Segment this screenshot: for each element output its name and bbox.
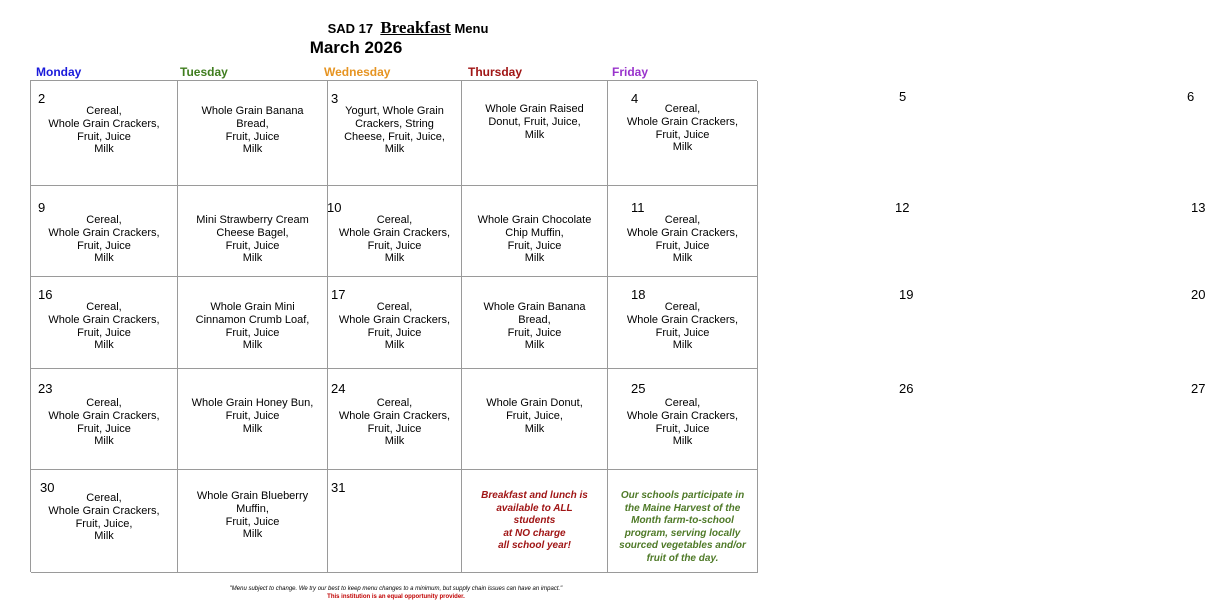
menu-line: Milk: [242, 143, 263, 156]
day-number: 3: [331, 91, 339, 106]
day-header-friday: Friday: [612, 65, 649, 79]
day-number: 30: [40, 480, 55, 495]
menu-title: [0, 18, 792, 38]
day-number: 17: [331, 287, 346, 302]
day-number: 26: [899, 381, 914, 396]
menu-line: Milk: [384, 339, 405, 352]
menu-items: [178, 397, 327, 435]
day-number: 24: [331, 381, 346, 396]
menu-items: [608, 103, 757, 154]
info-note: [462, 490, 607, 553]
menu-line: Milk: [524, 252, 545, 265]
menu-line: Cereal,: [376, 397, 413, 409]
menu-line: Fruit, Juice: [367, 422, 422, 435]
menu-line: Fruit, Juice: [367, 326, 422, 339]
month-title: March 2026: [309, 38, 403, 57]
menu-line: Fruit, Juice: [655, 239, 710, 252]
day-cell-6: [608, 81, 1195, 186]
menu-line: Milk: [524, 128, 545, 141]
day-cell-24: [178, 369, 346, 470]
day-cell-9: [31, 186, 178, 277]
menu-line: Whole Grain Crackers,: [626, 313, 739, 326]
menu-line: Whole Grain Raised: [485, 103, 584, 115]
day-cell-23: [31, 369, 178, 470]
day-cell-2: [31, 81, 178, 186]
menu-line: Fruit, Juice: [225, 515, 280, 528]
day-number: 25: [631, 381, 646, 396]
menu-items: [608, 301, 757, 352]
day-header-wednesday: Wednesday: [324, 65, 391, 79]
menu-line: Cereal,: [86, 492, 122, 504]
day-number: 23: [38, 381, 53, 396]
menu-line: Whole Grain Blueberry: [196, 490, 309, 502]
menu-line: Whole Grain Crackers,: [338, 313, 451, 326]
menu-line: Bread,: [236, 117, 269, 130]
menu-line: Cheese Bagel,: [216, 226, 289, 239]
menu-line: Cereal,: [86, 301, 122, 313]
menu-line: Whole Grain Crackers,: [48, 117, 160, 130]
menu-line: Milk: [94, 143, 114, 156]
menu-line: Fruit, Juice: [77, 130, 131, 143]
menu-line: Whole Grain Crackers,: [626, 226, 739, 239]
menu-items: [178, 105, 327, 156]
menu-line: Fruit, Juice: [225, 409, 280, 422]
breakfast-label: Breakfast: [380, 18, 451, 37]
menu-items: [462, 397, 607, 435]
menu-line: Cereal,: [664, 103, 701, 115]
menu-line: Milk: [242, 528, 263, 541]
menu-line: Cereal,: [86, 397, 122, 409]
day-cell-30: [31, 470, 178, 573]
day-number: 9: [38, 200, 46, 215]
day-header-tuesday: Tuesday: [180, 65, 228, 79]
calendar-grid: [30, 80, 1205, 572]
menu-line: Fruit, Juice,: [75, 517, 133, 530]
menu-line: Whole Grain Honey Bun,: [191, 397, 314, 409]
menu-items: [462, 103, 607, 141]
menu-line: Cereal,: [86, 214, 122, 226]
menu-line: Fruit, Juice: [225, 326, 280, 339]
menu-line: Whole Grain Crackers,: [626, 409, 739, 422]
menu-line: Whole Grain Banana: [201, 105, 304, 117]
day-number: 4: [631, 91, 639, 106]
menu-line: Cereal,: [86, 105, 122, 117]
day-number: 16: [38, 287, 53, 302]
note-cell: [608, 470, 758, 573]
menu-line: Milk: [242, 422, 263, 435]
menu-items: [608, 397, 757, 448]
menu-items: [178, 490, 327, 541]
menu-label: Menu: [454, 21, 489, 36]
menu-items: [462, 301, 607, 352]
note-line: the Maine Harvest of the: [624, 502, 741, 514]
menu-line: Crackers, String: [355, 117, 434, 130]
menu-items: [178, 301, 327, 352]
menu-line: Milk: [242, 339, 263, 352]
day-number: 19: [899, 287, 914, 302]
note-line: students: [513, 515, 556, 526]
day-number: 5: [899, 89, 907, 104]
menu-line: Chip Muffin,: [505, 226, 564, 239]
note-line: all school year!: [498, 540, 571, 551]
note-line: available to ALL: [496, 502, 573, 514]
menu-items: [31, 492, 177, 543]
day-number: 18: [631, 287, 646, 302]
menu-line: Cereal,: [376, 301, 413, 313]
day-cell-31: [178, 470, 346, 573]
menu-line: Cheese, Fruit, Juice,: [344, 130, 445, 143]
menu-line: Milk: [672, 252, 693, 265]
menu-line: Whole Grain Banana: [483, 301, 586, 313]
menu-line: Fruit, Juice: [77, 422, 131, 435]
menu-items: [328, 214, 461, 265]
day-number: 13: [1191, 200, 1205, 215]
menu-line: Fruit, Juice: [507, 326, 562, 339]
note-line: at NO charge: [503, 527, 566, 539]
menu-line: Milk: [242, 252, 263, 265]
day-number: 31: [331, 480, 346, 495]
menu-line: Fruit, Juice: [225, 130, 280, 143]
day-cell-10: [178, 186, 342, 277]
menu-line: Donut, Fruit, Juice,: [488, 115, 581, 128]
menu-line: Whole Grain Mini: [210, 301, 295, 313]
day-cell-17: [178, 277, 346, 369]
menu-line: Cinnamon Crumb Loaf,: [195, 313, 310, 326]
menu-line: Whole Grain Donut,: [486, 397, 583, 409]
menu-line: Yogurt, Whole Grain: [345, 105, 444, 117]
day-header-monday: Monday: [36, 65, 82, 79]
menu-line: Milk: [94, 435, 114, 448]
menu-items: [328, 301, 461, 352]
menu-line: Whole Grain Crackers,: [338, 226, 451, 239]
menu-line: Muffin,: [236, 502, 269, 515]
menu-line: Cereal,: [376, 214, 413, 226]
menu-line: Fruit, Juice: [655, 128, 710, 141]
menu-line: Milk: [94, 530, 114, 543]
menu-line: Whole Grain Chocolate: [477, 214, 592, 226]
equal-opportunity-note: This institution is an equal opportunity provider.: [327, 594, 465, 600]
menu-line: Fruit, Juice: [225, 239, 280, 252]
menu-line: Whole Grain Crackers,: [48, 226, 160, 239]
menu-items: [31, 397, 177, 448]
note-cell: [462, 470, 608, 573]
menu-line: Milk: [384, 252, 405, 265]
menu-line: Milk: [672, 141, 693, 154]
day-number: 6: [1187, 89, 1195, 104]
day-number: 11: [631, 200, 645, 215]
day-number: 2: [38, 91, 46, 106]
menu-items: [328, 397, 461, 448]
note-cell: [328, 470, 462, 573]
district-label: SAD 17: [327, 21, 374, 36]
day-header-thursday: Thursday: [468, 65, 523, 79]
menu-line: Cereal,: [664, 397, 701, 409]
menu-line: Whole Grain Crackers,: [338, 409, 451, 422]
menu-items: [31, 301, 177, 352]
menu-line: Whole Grain Crackers,: [48, 409, 160, 422]
note-line: Month farm-to-school: [631, 515, 734, 526]
note-line: Our schools participate in: [620, 490, 745, 501]
menu-line: Milk: [94, 339, 114, 352]
day-number: 12: [895, 200, 910, 215]
menu-items: [328, 105, 461, 156]
menu-line: Fruit, Juice: [655, 326, 710, 339]
menu-line: Fruit, Juice: [77, 239, 131, 252]
day-cell-16: [31, 277, 178, 369]
day-number: 10: [327, 200, 342, 215]
menu-line: Fruit, Juice: [655, 422, 710, 435]
menu-line: Milk: [94, 252, 114, 265]
menu-line: Milk: [384, 435, 405, 448]
menu-line: Milk: [524, 422, 545, 435]
note-line: Breakfast and lunch is: [481, 490, 588, 501]
menu-line: Fruit, Juice: [507, 239, 562, 252]
disclaimer-note: "Menu subject to change. We try our best to keep menu changes to a minimum, but supply chain issues can have an impact.": [229, 586, 563, 592]
menu-items: [31, 214, 177, 265]
day-cell-3: [178, 81, 339, 186]
menu-line: Cereal,: [664, 301, 701, 313]
menu-line: Fruit, Juice,: [506, 409, 563, 422]
menu-line: Whole Grain Crackers,: [48, 504, 160, 517]
menu-line: Mini Strawberry Cream: [196, 214, 309, 226]
note-line: fruit of the day.: [646, 552, 719, 564]
menu-line: Cereal,: [664, 214, 701, 226]
day-number: 27: [1191, 381, 1205, 396]
menu-line: Fruit, Juice: [77, 326, 131, 339]
menu-line: Milk: [672, 435, 693, 448]
menu-items: [178, 214, 327, 265]
menu-line: Bread,: [518, 313, 551, 326]
menu-line: Fruit, Juice: [367, 239, 422, 252]
menu-items: [31, 105, 177, 156]
info-note: [608, 490, 757, 565]
menu-line: Whole Grain Crackers,: [48, 313, 160, 326]
menu-items: [462, 214, 607, 265]
menu-line: Milk: [672, 339, 693, 352]
note-line: sourced vegetables and/or: [619, 540, 746, 551]
menu-line: Milk: [524, 339, 545, 352]
note-line: program, serving locally: [624, 527, 741, 539]
day-number: 20: [1191, 287, 1205, 302]
menu-line: Milk: [384, 143, 405, 156]
menu-line: Whole Grain Crackers,: [626, 115, 739, 128]
menu-items: [608, 214, 757, 265]
